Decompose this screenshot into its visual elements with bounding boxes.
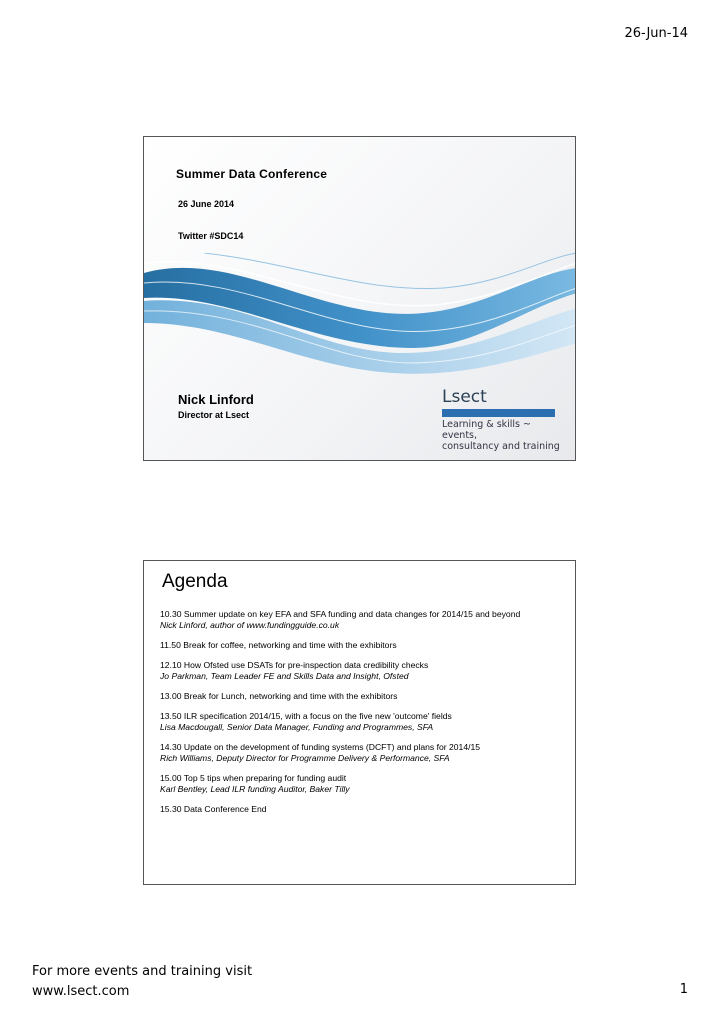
agenda-list: [160, 609, 570, 824]
lsect-logo: [442, 387, 562, 457]
agenda-title: Agenda: [162, 571, 228, 592]
agenda-item-speaker: Jo Parkman, Team Leader FE and Skills Data and Insight, Ofsted: [160, 671, 409, 681]
title-slide: [143, 136, 576, 461]
logo-bar: [442, 409, 555, 417]
agenda-item-text: 13.50 ILR specification 2014/15, with a focus on the five new 'outcome' fields: [160, 711, 452, 721]
agenda-item-speaker: Lisa Macdougall, Senior Data Manager, Funding and Programmes, SFA: [160, 722, 434, 732]
agenda-item-text: 11.50 Break for coffee, networking and time with the exhibitors: [160, 640, 397, 650]
agenda-item-speaker: Nick Linford, author of www.fundingguide.co.uk: [160, 620, 340, 630]
agenda-item: [160, 804, 570, 815]
agenda-item-text: 15.30 Data Conference End: [160, 804, 267, 814]
agenda-item: [160, 773, 570, 795]
logo-tagline-line1: Learning & skills ~ events,: [442, 419, 531, 441]
agenda-item-speaker: Karl Bentley, Lead ILR funding Auditor, Baker Tilly: [160, 784, 350, 794]
agenda-item: [160, 711, 570, 733]
footer-promo-text: For more events and training visit: [32, 964, 253, 979]
agenda-item-text: 15.00 Top 5 tips when preparing for funding audit: [160, 773, 347, 783]
logo-wordmark: Lsect: [442, 387, 487, 407]
agenda-item: [160, 660, 570, 682]
agenda-item-text: 10.30 Summer update on key EFA and SFA funding and data changes for 2014/15 and beyond: [160, 609, 521, 619]
logo-tagline-line2: consultancy and training: [442, 441, 560, 452]
twitter-hashtag: Twitter #SDC14: [178, 231, 244, 241]
agenda-slide: [143, 560, 576, 885]
footer-promo: [32, 962, 252, 1002]
conference-date: 26 June 2014: [178, 199, 235, 209]
agenda-item: [160, 640, 570, 651]
page-number: 1: [679, 982, 688, 997]
agenda-item-speaker: Rich Williams, Deputy Director for Programme Delivery & Performance, SFA: [160, 753, 450, 763]
header-date: 26-Jun-14: [624, 26, 688, 41]
wave-graphic: [144, 253, 576, 383]
agenda-item-text: 12.10 How Ofsted use DSATs for pre-inspection data credibility checks: [160, 660, 429, 670]
footer-website-link[interactable]: www.lsect.com: [32, 984, 130, 999]
conference-title: Summer Data Conference: [176, 167, 328, 181]
agenda-item: [160, 742, 570, 764]
agenda-item: [160, 609, 570, 631]
agenda-item-text: 13.00 Break for Lunch, networking and time with the exhibitors: [160, 691, 398, 701]
logo-tagline: [442, 419, 562, 452]
presenter-role: Director at Lsect: [178, 410, 250, 420]
agenda-item: [160, 691, 570, 702]
presenter-name: Nick Linford: [178, 392, 254, 407]
agenda-item-text: 14.30 Update on the development of funding systems (DCFT) and plans for 2014/15: [160, 742, 481, 752]
